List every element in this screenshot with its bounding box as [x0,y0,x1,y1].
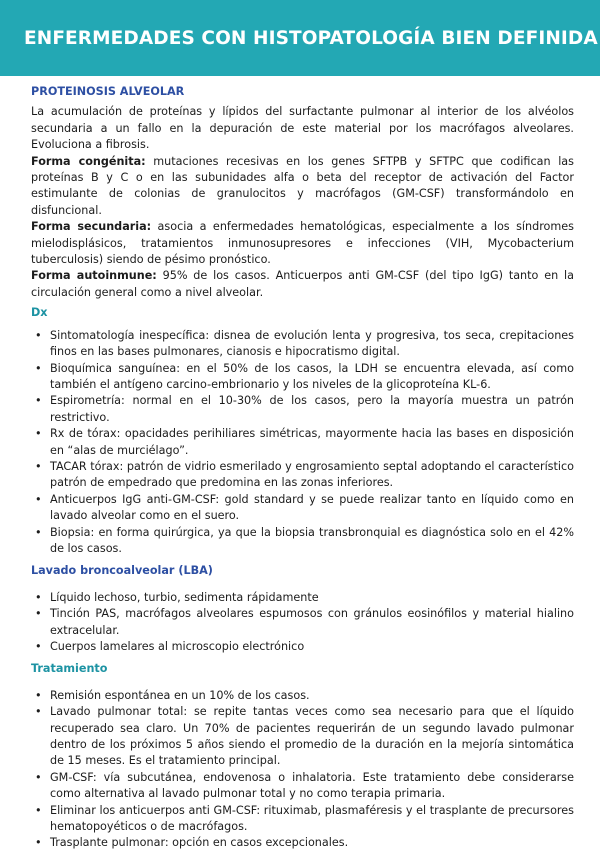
form-congenita-paragraph [31,154,574,220]
intro-paragraph: La acumulación de proteínas y lípidos del surfactante pulmonar al interior de los alvéolos secundaria a un fallo en la depuración de este material por los macrófagos alveolares. Evoluciona a fibrosis. [31,105,574,152]
list-item: • Biopsia: en forma quirúrgica, ya que la biopsia transbronquial es diagnóstica solo en el 42% de los casos. [31,525,574,558]
form-secundaria-label: Forma secundaria: [31,220,152,234]
list-item: • Eliminar los anticuerpos anti GM-CSF: rituximab, plasmaféresis y el trasplante de precursores hematopoyéticos o de macrófagos. [31,803,574,836]
list-item: • Rx de tórax: opacidades perihiliares simétricas, mayormente hacia las bases en disposición en “alas de murciélago”. [31,426,574,459]
form-autoinmune-label: Forma autoinmune: [31,269,157,283]
list-item: • Anticuerpos IgG anti-GM-CSF: gold standard y se puede realizar tanto en líquido como en lavado alveolar como en el suero. [31,492,574,525]
section-heading-dx: Dx [31,306,48,320]
section-heading-lba: Lavado broncoalveolar (LBA) [31,564,213,578]
list-item: • Tinción PAS, macrófagos alveolares espumosos con gránulos eosinófilos y material hialino extracelular. [31,606,574,639]
list-item: • Sintomatología inespecífica: disnea de evolución lenta y progresiva, tos seca, crepitaciones finos en las bases pulmonares, cianosis e hipocratismo digital. [31,328,574,361]
list-item: • Trasplante pulmonar: opción en casos excepcionales. [31,835,574,851]
form-autoinmune-text: 95% de los casos. Anticuerpos anti GM-CSF (del tipo IgG) tanto en la circulación general como a nivel alveolar. [31,269,574,299]
list-item: • Lavado pulmonar total: se repite tantas veces como sea necesario para que el líquido recuperado sea claro. Un 70% de pacientes requerirán de un segundo lavado pulmonar dentro de los próximos 5 años siendo el promedio de la duración en la mejoría sintomática de 15 meses. Es el tratamiento principal. [31,704,574,770]
list-item: • TACAR tórax: patrón de vidrio esmerilado y engrosamiento septal adoptando el característico patrón de empedrado que predomina en las zonas inferiores. [31,459,574,492]
form-congenita-text: mutaciones recesivas en los genes SFTPB y SFTPC que codifican las proteínas B y C o en las subunidades alfa o beta del receptor de activación del Factor estimulante de colonias de granulocitos y macrófagos (GM-CSF) transformándolo en disfuncional. [31,154,574,217]
list-item: • Remisión espontánea en un 10% de los casos. [31,688,574,704]
form-secundaria-text: asocia a enfermedades hematológicas, especialmente a los síndromes mielodisplásicos, tratamientos inmunosupresores e infecciones (VIH, Mycobacterium tuberculosis) siendo de pésimo pronóstico. [31,220,575,267]
form-autoinmune-paragraph [31,268,574,301]
header-banner [0,0,600,76]
document-body [31,84,574,852]
section-heading-tratamiento: Tratamiento [31,662,108,676]
form-congenita-label: Forma congénita: [31,154,146,168]
section-heading-proteinosis: PROTEINOSIS ALVEOLAR [31,85,185,98]
dx-list [31,328,574,558]
list-item: • Bioquímica sanguínea: en el 50% de los casos, la LDH se encuentra elevada, así como también el antígeno carcino-embrionario y los niveles de la glicoproteína KL-6. [31,361,574,394]
list-item: • Espirometría: normal en el 10-30% de los casos, pero la mayoría muestra un patrón restrictivo. [31,393,574,426]
page-title: ENFERMEDADES CON HISTOPATOLOGÍA BIEN DEFINIDA [24,28,598,49]
list-item: • Líquido lechoso, turbio, sedimenta rápidamente [31,590,574,606]
list-item: • Cuerpos lamelares al microscopio electrónico [31,639,574,655]
form-secundaria-paragraph [31,219,574,268]
lba-list [31,590,574,656]
list-item: • GM-CSF: vía subcutánea, endovenosa o inhalatoria. Este tratamiento debe considerarse como alternativa al lavado pulmonar total y no como terapia primaria. [31,770,574,803]
treatment-list [31,688,574,852]
